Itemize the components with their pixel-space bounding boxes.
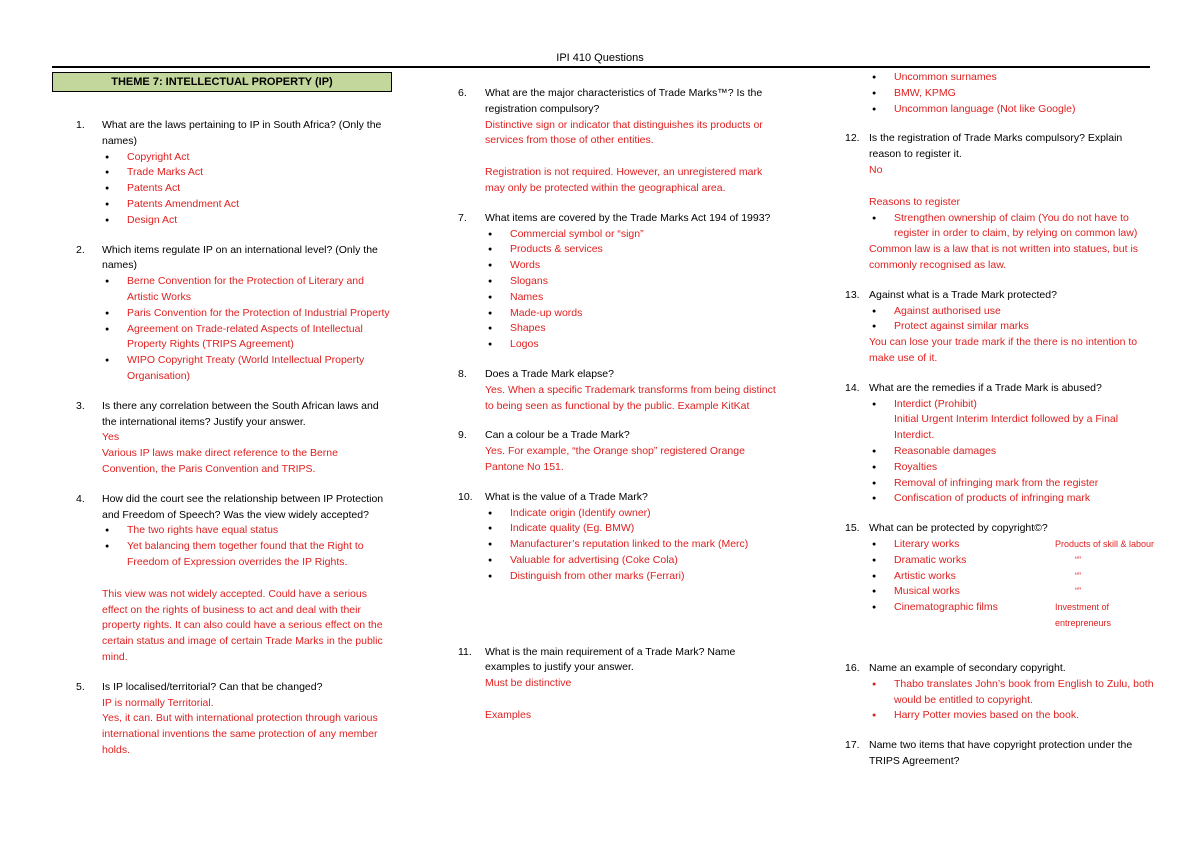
answer-text: Yes, it can. But with international protection through various international inventions the same protection of any member holds.	[102, 712, 378, 756]
column-1	[52, 68, 392, 759]
side-note: Investment of entrepreneurs	[1055, 602, 1112, 628]
list-item: ● Uncommon language (Not like Google)	[869, 102, 1155, 118]
list-item: ● Commercial symbol or “sign”	[485, 227, 776, 243]
side-note: “”	[1075, 586, 1081, 597]
question-11	[458, 645, 776, 724]
answer-text: You can lose your trade mark if the there is no intention to make use of it.	[869, 336, 1138, 364]
list-item: ● Patents Amendment Act	[102, 197, 392, 213]
answer-text: Yes	[102, 431, 120, 444]
question-number: 13.	[845, 288, 860, 301]
question-6	[458, 86, 776, 197]
side-note: Products of skill & labour	[1055, 538, 1155, 549]
question-15	[845, 521, 1155, 628]
list-item: ● BMW, KPMG	[869, 86, 1155, 102]
answer-text: IP is normally Territorial.	[102, 696, 214, 709]
question-number: 12.	[845, 132, 860, 145]
list-item: ● Products & services	[485, 242, 776, 258]
answer-text: Distinctive sign or indicator that distinguishes its products or services from those of other entities.	[485, 118, 763, 147]
question-7	[458, 211, 776, 353]
question-text: How did the court see the relationship between IP Protection and Freedom of Speech? Was the view widely accepted?	[102, 492, 384, 521]
question-number: 4.	[76, 492, 85, 505]
side-note: “”	[1075, 554, 1081, 565]
answer-list	[102, 523, 392, 570]
answer-list	[102, 274, 392, 385]
side-note: “”	[1075, 570, 1081, 581]
question-number: 3.	[76, 399, 85, 412]
question-12	[845, 131, 1155, 273]
question-number: 17.	[845, 739, 860, 752]
question-10	[458, 490, 776, 585]
continued-list	[845, 70, 1155, 117]
list-item	[869, 584, 1155, 600]
column-2	[458, 86, 776, 724]
question-text: Is the registration of Trade Marks compulsory? Explain reason to register it.	[869, 132, 1123, 161]
question-text: Name an example of secondary copyright.	[869, 661, 1066, 674]
list-item	[869, 553, 1155, 569]
question-text: Against what is a Trade Mark protected?	[869, 288, 1057, 301]
question-text: What is the main requirement of a Trade Mark? Name examples to justify your answer.	[485, 645, 736, 674]
answer-text: Yes. For example, “the Orange shop” registered Orange Pantone No 151.	[485, 445, 745, 473]
item-detail: Initial Urgent Interim Interdict followed by a Final Interdict.	[894, 413, 1119, 442]
question-4	[52, 492, 392, 666]
question-8	[458, 367, 776, 414]
list-item: ● Reasonable damages	[869, 444, 1155, 460]
list-item: ● Names	[485, 290, 776, 306]
answer-text: Registration is not required. However, an unregistered mark may only be protected within the geographical area.	[485, 166, 763, 194]
question-1	[52, 118, 392, 229]
question-number: 16.	[845, 661, 860, 674]
answer-list	[869, 677, 1155, 724]
answer-list	[485, 227, 776, 353]
item-label: Dramatic works	[894, 553, 967, 566]
answer-text: Various IP laws make direct reference to the Berne Convention, the Paris Convention and TRIPS.	[102, 447, 338, 475]
question-text: What are the major characteristics of Trade Marks™? Is the registration compulsory?	[485, 87, 763, 115]
list-item	[869, 537, 1155, 553]
list-item: ● The two rights have equal status	[102, 523, 392, 539]
question-number: 5.	[76, 680, 85, 693]
question-number: 11.	[458, 645, 472, 658]
question-13	[845, 288, 1155, 367]
list-item: ● Made-up words	[485, 306, 776, 322]
list-item: ● Yet balancing them together found that the Right to Freedom of Expression overrides the IP Rights.	[102, 539, 392, 571]
list-item: ● Design Act	[102, 213, 392, 229]
answer-list	[869, 537, 1155, 628]
list-item: ● Harry Potter movies based on the book.	[869, 708, 1155, 724]
question-number: 1.	[76, 119, 85, 131]
question-text: What is the value of a Trade Mark?	[485, 490, 648, 503]
list-item	[869, 397, 1155, 444]
list-item: ● Slogans	[485, 274, 776, 290]
question-text: What items are covered by the Trade Marks Act 194 of 1993?	[485, 211, 771, 224]
answer-text: Examples	[485, 708, 532, 721]
question-text: Does a Trade Mark elapse?	[485, 367, 614, 380]
answer-list	[869, 304, 1155, 336]
list-item: ● WIPO Copyright Treaty (World Intellectual Property Organisation)	[102, 353, 392, 385]
question-number: 14.	[845, 381, 860, 394]
list-item: ● Manufacturer’s reputation linked to the mark (Merc)	[485, 537, 776, 553]
list-item: ● Copyright Act	[102, 150, 392, 166]
question-2	[52, 243, 392, 385]
list-item	[869, 600, 1155, 628]
list-item	[869, 569, 1155, 585]
list-item: ● Patents Act	[102, 181, 392, 197]
list-item: ● Thabo translates John’s book from English to Zulu, both would be entitled to copyright.	[869, 677, 1155, 709]
question-number: 15.	[845, 522, 860, 535]
list-item: ● Words	[485, 258, 776, 274]
item-label: Cinematographic films	[894, 601, 998, 614]
question-9	[458, 428, 776, 475]
question-number: 9.	[458, 429, 467, 442]
column-3	[845, 70, 1155, 770]
question-text: Which items regulate IP on an international level? (Only the names)	[102, 243, 378, 272]
answer-list	[102, 150, 392, 229]
question-text: Can a colour be a Trade Mark?	[485, 429, 630, 442]
question-number: 6.	[458, 87, 467, 99]
answer-text: No	[869, 163, 883, 176]
answer-text: Must be distinctive	[485, 677, 572, 690]
question-text: What are the remedies if a Trade Mark is abused?	[869, 381, 1102, 394]
list-item: ● Indicate origin (Identify owner)	[485, 506, 776, 522]
question-text: What are the laws pertaining to IP in South Africa? (Only the names)	[102, 119, 382, 147]
answer-list	[869, 211, 1155, 243]
list-item: ● Indicate quality (Eg. BMW)	[485, 521, 776, 537]
list-item: ● Uncommon surnames	[869, 70, 1155, 86]
list-item: ● Confiscation of products of infringing mark	[869, 491, 1155, 507]
answer-list	[869, 397, 1155, 508]
list-item: ● Berne Convention for the Protection of Literary and Artistic Works	[102, 274, 392, 306]
answer-text: Reasons to register	[869, 195, 961, 208]
list-item: ● Against authorised use	[869, 304, 1155, 320]
question-text: Name two items that have copyright protection under the TRIPS Agreement?	[869, 739, 1133, 767]
question-3	[52, 399, 392, 478]
item-label: Musical works	[894, 585, 960, 598]
list-item: ● Strengthen ownership of claim (You do not have to register in order to claim, by relying on common law)	[869, 211, 1155, 243]
question-text: Is there any correlation between the South African laws and the international items? Justify your answer.	[102, 399, 379, 428]
question-text: What can be protected by copyright©?	[869, 522, 1048, 535]
list-item: ● Logos	[485, 337, 776, 353]
answer-text: Yes. When a specific Trademark transforms from being distinct to being seen as functional by the public. Example KitKat	[485, 383, 776, 412]
question-5	[52, 680, 392, 759]
list-item: ● Agreement on Trade-related Aspects of Intellectual Property Rights (TRIPS Agreement)	[102, 322, 392, 354]
list-item: ● Royalties	[869, 460, 1155, 476]
question-16	[845, 661, 1155, 724]
list-item: ● Distinguish from other marks (Ferrari)	[485, 569, 776, 585]
list-item: ● Protect against similar marks	[869, 319, 1155, 335]
question-17	[845, 738, 1155, 770]
list-item: ● Trade Marks Act	[102, 165, 392, 181]
theme-banner: THEME 7: INTELLECTUAL PROPERTY (IP)	[52, 72, 392, 92]
page-header: IPI 410 Questions	[556, 52, 644, 64]
answer-list	[485, 506, 776, 585]
list-item: ● Shapes	[485, 321, 776, 337]
item-label: Artistic works	[894, 569, 956, 582]
question-14	[845, 381, 1155, 507]
question-number: 7.	[458, 211, 467, 224]
question-text: Is IP localised/territorial? Can that be changed?	[102, 680, 323, 693]
list-item: ● Paris Convention for the Protection of Industrial Property	[102, 306, 392, 322]
list-item: ● Removal of infringing mark from the register	[869, 476, 1155, 492]
answer-text: Common law is a law that is not written into statues, but is commonly recognised as law.	[869, 243, 1139, 271]
question-number: 8.	[458, 367, 467, 380]
item-label: Interdict (Prohibit)	[894, 397, 977, 410]
list-item: ● Valuable for advertising (Coke Cola)	[485, 553, 776, 569]
question-number: 2.	[76, 243, 85, 256]
answer-text: This view was not widely accepted. Could have a serious effect on the rights of business to act and deal with their property rights. It can also could have a serious effect on the certain status and image of certain Trade Marks in the public mind.	[102, 587, 383, 663]
question-number: 10.	[458, 490, 473, 503]
item-label: Literary works	[894, 537, 960, 550]
